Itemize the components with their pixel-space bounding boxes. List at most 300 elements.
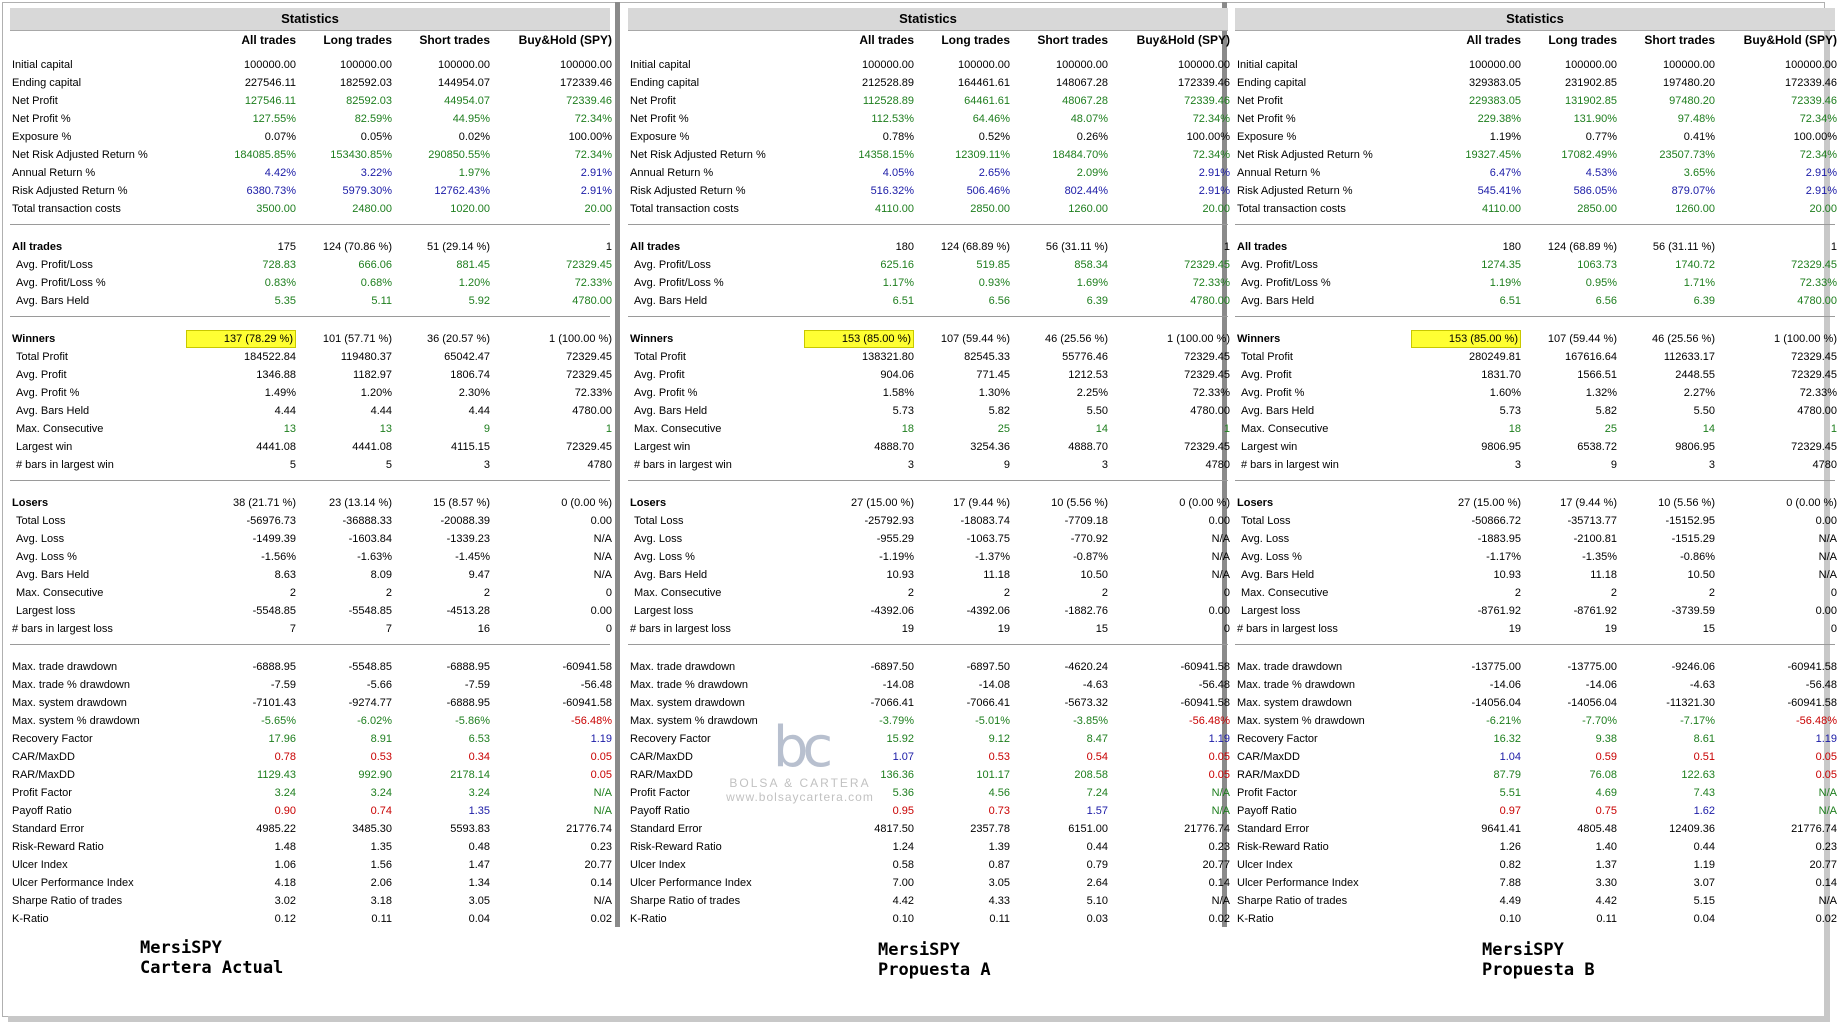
stat-row-max-system-dd (628, 694, 1228, 712)
stat-label: Ulcer Performance Index (12, 877, 134, 889)
stat-value: 20.00 (1202, 203, 1230, 215)
stat-value: 0.11 (1596, 913, 1617, 925)
stat-value: -56.48% (1796, 715, 1837, 727)
stat-row-avg-profit (628, 366, 1228, 384)
column-header: All trades (241, 33, 296, 47)
stat-value: 0.48 (468, 841, 490, 853)
stat-value: 23 (13.14 %) (329, 497, 392, 509)
stat-row-l-avg-bars-held (1235, 566, 1835, 584)
stat-row-w-max-consecutive (628, 420, 1228, 438)
column-header: All trades (1466, 33, 1521, 47)
stat-value: 9641.41 (1481, 823, 1521, 835)
stat-row-w-max-consecutive (1235, 420, 1835, 438)
stat-label: Avg. Bars Held (16, 569, 90, 581)
stat-label: Profit Factor (1237, 787, 1297, 799)
stat-row-recovery-factor (10, 730, 610, 748)
stat-value: 2.65% (978, 167, 1010, 179)
stat-value: 100000.00 (1565, 59, 1617, 71)
stat-value: 21776.74 (1791, 823, 1837, 835)
stat-value: 0.34 (468, 751, 490, 763)
stat-value: 6.53 (468, 733, 490, 745)
stat-value: 1 (1223, 241, 1230, 253)
stat-value: -770.92 (1070, 533, 1108, 545)
stat-value: 1.19 (1815, 733, 1837, 745)
stat-value: -3739.59 (1671, 605, 1715, 617)
stat-value: 172339.46 (1785, 77, 1837, 89)
stat-value: 19327.45% (1465, 149, 1521, 161)
stat-value: 10.50 (1687, 569, 1715, 581)
stat-label: Payoff Ratio (12, 805, 72, 817)
stat-value: -6888.95 (446, 697, 490, 709)
stat-value: 72339.46 (566, 95, 612, 107)
stat-value: 12762.43% (434, 185, 490, 197)
stat-label: Max. system % drawdown (12, 715, 140, 727)
stat-value: 17 (9.44 %) (953, 497, 1010, 509)
stat-value: 1.19 (590, 733, 612, 745)
stat-value: 72329.45 (1791, 369, 1837, 381)
stat-value: 9.38 (1595, 733, 1617, 745)
stat-value: 4115.15 (451, 441, 490, 453)
stat-row-net-profit-pct (628, 110, 1228, 128)
section-separator (1235, 224, 1835, 225)
stat-row-payoff-ratio (10, 802, 610, 820)
stat-value: 5.15 (1693, 895, 1715, 907)
stat-value: 0.78% (882, 131, 914, 143)
stat-value: 3485.30 (352, 823, 392, 835)
stat-value: N/A (593, 551, 612, 563)
stat-label: Sharpe Ratio of trades (12, 895, 123, 907)
stat-value: 2.91% (1805, 167, 1837, 179)
stat-row-annual-return (628, 164, 1228, 182)
stat-label: Max. Consecutive (634, 423, 722, 435)
stat-row-avg-profit (1235, 366, 1835, 384)
stat-value: 4.44 (468, 405, 490, 417)
stat-label: Largest loss (1241, 605, 1301, 617)
stat-value: -56.48% (1189, 715, 1230, 727)
stat-label: Initial capital (1237, 59, 1298, 71)
stat-row-k-ratio (628, 910, 1228, 928)
stat-value: 1 (605, 423, 612, 435)
column-header: Buy&Hold (SPY) (1743, 33, 1837, 47)
stat-value: 12409.36 (1669, 823, 1715, 835)
stat-value: 112528.89 (862, 95, 914, 107)
stat-value: 19 (901, 623, 914, 635)
stat-value: 17082.49% (1561, 149, 1617, 161)
stat-label: Winners (1237, 333, 1281, 345)
stat-value: 15 (8.57 %) (433, 497, 490, 509)
stat-value: 6.56 (988, 295, 1010, 307)
stat-label: Sharpe Ratio of trades (630, 895, 741, 907)
stat-value: 1.06 (274, 859, 296, 871)
stat-label: Total Loss (16, 515, 66, 527)
stat-value: 100.00% (1186, 131, 1230, 143)
stat-value: 4888.70 (1068, 441, 1108, 453)
stat-value: -60941.58 (1180, 697, 1230, 709)
stat-value: 0.02 (1208, 913, 1230, 925)
stat-value: -1499.39 (252, 533, 296, 545)
stat-value: 1.58% (882, 387, 914, 399)
stat-value: 153430.85% (330, 149, 392, 161)
stat-row-risk-reward (10, 838, 610, 856)
stat-value: 1 (605, 241, 612, 253)
stat-value: 0 (605, 623, 612, 635)
stat-value: -14.08 (882, 679, 914, 691)
stat-label: Avg. Profit % (16, 387, 80, 399)
stat-value: 175 (277, 241, 296, 253)
stat-value: N/A (1818, 569, 1837, 581)
stat-value: 2 (1003, 587, 1010, 599)
section-separator (10, 644, 610, 645)
stat-value: 82.59% (354, 113, 392, 125)
stat-value: 227546.11 (244, 77, 296, 89)
stat-value: 7.88 (1499, 877, 1521, 889)
stat-row-car-maxdd (628, 748, 1228, 766)
stat-value: 2.91% (1198, 167, 1230, 179)
stat-value: 72339.46 (1791, 95, 1837, 107)
stat-row-max-trade-dd (1235, 658, 1835, 676)
stat-value: 10.93 (886, 569, 914, 581)
stat-value: -6.02% (357, 715, 392, 727)
stat-value: 14358.15% (858, 149, 914, 161)
stat-value: 2.09% (1076, 167, 1108, 179)
stat-value: 1.04 (1499, 751, 1521, 763)
stat-value: 0.83% (264, 277, 296, 289)
stat-row-payoff-ratio (1235, 802, 1835, 820)
stat-value: 2 (1514, 587, 1521, 599)
stat-row-winners (10, 330, 610, 348)
statistics-title: Statistics (628, 8, 1228, 31)
stat-value: -4.63 (1082, 679, 1108, 691)
stat-label: Avg. Bars Held (634, 405, 708, 417)
stat-value: 100000.00 (862, 59, 914, 71)
stat-value: -3.79% (879, 715, 914, 727)
stat-value: 72.34% (1799, 149, 1837, 161)
stat-value: 4.69 (1595, 787, 1617, 799)
stat-value: 0.95 (892, 805, 914, 817)
stat-value: 107 (59.44 %) (1547, 333, 1617, 345)
stat-value: 3 (1708, 459, 1715, 471)
stat-row-total-loss (10, 512, 610, 530)
stat-value: 72.34% (574, 149, 612, 161)
stat-value: 0.10 (892, 913, 914, 925)
stat-row-avg-loss-pct (628, 548, 1228, 566)
stat-value: 0.07% (264, 131, 296, 143)
stat-value: 2.27% (1683, 387, 1715, 399)
stat-row-risk-adj-return (10, 182, 610, 200)
stat-label: # bars in largest loss (1237, 623, 1338, 635)
stat-label: Max. system % drawdown (630, 715, 758, 727)
stat-row-avg-loss-pct (1235, 548, 1835, 566)
stat-value: 2178.14 (450, 769, 490, 781)
stat-label: Net Profit (1237, 95, 1283, 107)
stat-value: 180 (1502, 241, 1521, 253)
stat-value: 0 (1223, 587, 1230, 599)
stat-value: 4780 (1205, 459, 1230, 471)
stat-value: 0.44 (1693, 841, 1715, 853)
stat-value: 2.91% (580, 167, 612, 179)
stat-value: 9 (1610, 459, 1617, 471)
stat-value: -0.86% (1680, 551, 1715, 563)
stat-value: 46 (25.56 %) (1652, 333, 1715, 345)
stat-value: 7 (385, 623, 392, 635)
stat-label: Risk Adjusted Return % (1237, 185, 1353, 197)
panel-divider (615, 2, 620, 927)
stat-value: -0.87% (1073, 551, 1108, 563)
stat-label: Avg. Bars Held (16, 295, 90, 307)
stat-value: 1.56 (370, 859, 392, 871)
stat-label: Max. system drawdown (12, 697, 127, 709)
stat-value: 51 (29.14 %) (427, 241, 490, 253)
stat-label: Risk-Reward Ratio (630, 841, 722, 853)
stat-value: 3 (483, 459, 490, 471)
stat-value: 0.95% (1585, 277, 1617, 289)
stat-value: 0 (0.00 %) (561, 497, 612, 509)
stat-value: -60941.58 (562, 661, 612, 673)
stat-value: 208.58 (1074, 769, 1108, 781)
stat-row-ulcer-perf-index (1235, 874, 1835, 892)
stat-value: 3.22% (360, 167, 392, 179)
stat-value: 586.05% (1573, 185, 1617, 197)
stat-row-avg-profit-loss-pct (628, 274, 1228, 292)
stat-row-total-tx-costs (10, 200, 610, 218)
stat-value: 15 (1095, 623, 1108, 635)
stat-value: 1.62 (1693, 805, 1715, 817)
stat-value: -1.19% (879, 551, 914, 563)
stat-value: 72.33% (1192, 277, 1230, 289)
stat-label: Avg. Loss (16, 533, 65, 545)
stat-value: 9 (1003, 459, 1010, 471)
stat-value: 127.55% (252, 113, 296, 125)
stat-value: 15.92 (886, 733, 914, 745)
stat-value: 2357.78 (970, 823, 1010, 835)
stat-value: 20.77 (584, 859, 612, 871)
stat-value: -14056.04 (1567, 697, 1617, 709)
stat-label: Risk-Reward Ratio (1237, 841, 1329, 853)
stat-label: # bars in largest win (634, 459, 732, 471)
stat-value: -18083.74 (960, 515, 1010, 527)
stat-value: 0.77% (1585, 131, 1617, 143)
stat-value: 5593.83 (450, 823, 490, 835)
stat-value: 148067.28 (1056, 77, 1108, 89)
stat-value: 5.10 (1086, 895, 1108, 907)
stat-value: 5.82 (988, 405, 1010, 417)
stat-value: N/A (1211, 569, 1230, 581)
stat-label: Net Risk Adjusted Return % (12, 149, 148, 161)
stat-value: 19 (1508, 623, 1521, 635)
stat-value: 4805.48 (1577, 823, 1617, 835)
stat-value: -1.17% (1486, 551, 1521, 563)
stat-value: 0 (1830, 623, 1837, 635)
stat-row-total-loss (628, 512, 1228, 530)
stat-value: 0.10 (1499, 913, 1521, 925)
section-separator (10, 316, 610, 317)
column-header: Short trades (419, 33, 490, 47)
stat-value: 1.71% (1683, 277, 1715, 289)
stat-value: 64461.61 (964, 95, 1010, 107)
stat-label: Largest win (634, 441, 691, 453)
stat-value: 72.34% (1799, 113, 1837, 125)
stat-value: 1.19 (1693, 859, 1715, 871)
stat-value: 0.73 (988, 805, 1010, 817)
stat-value: -5548.85 (348, 605, 392, 617)
stat-value: 112.53% (871, 113, 914, 125)
stat-label: Total transaction costs (12, 203, 121, 215)
stat-row-losers (10, 494, 610, 512)
stat-value: -7.70% (1582, 715, 1617, 727)
stat-value: 0.05 (1208, 769, 1230, 781)
stat-label: Initial capital (630, 59, 691, 71)
stat-value: 3 (1101, 459, 1108, 471)
stat-label: Avg. Profit/Loss (634, 259, 711, 271)
stat-value: 72329.45 (1184, 441, 1230, 453)
stat-value: 5 (385, 459, 392, 471)
stat-value: -7709.18 (1064, 515, 1108, 527)
stat-label: Avg. Bars Held (16, 405, 90, 417)
stat-row-initial-capital (10, 56, 610, 74)
column-header: Short trades (1644, 33, 1715, 47)
stat-value: -25792.93 (864, 515, 914, 527)
stat-value: 9.12 (988, 733, 1010, 745)
stat-value: 82592.03 (346, 95, 392, 107)
stat-value: -36888.33 (342, 515, 392, 527)
stat-value: 3 (907, 459, 914, 471)
frame-shadow-bottom (8, 1016, 1830, 1022)
stat-value: -5.01% (975, 715, 1010, 727)
stat-value: -60941.58 (562, 697, 612, 709)
stat-row-max-system-dd (10, 694, 610, 712)
stat-row-bars-largest-win (1235, 456, 1835, 474)
stat-value: 21776.74 (1184, 823, 1230, 835)
stat-label: Net Profit % (12, 113, 71, 125)
stat-value: 1.34 (468, 877, 490, 889)
stat-value: 100000.00 (1178, 59, 1230, 71)
stat-value: 1.24 (892, 841, 914, 853)
stat-row-winners (628, 330, 1228, 348)
stat-value: 879.07% (1671, 185, 1715, 197)
stat-value: 728.83 (262, 259, 296, 271)
stat-value: 3254.36 (970, 441, 1010, 453)
stat-value: 3.18 (370, 895, 392, 907)
stat-value: 21776.74 (566, 823, 612, 835)
stat-row-avg-loss (628, 530, 1228, 548)
stat-row-profit-factor (628, 784, 1228, 802)
stat-value: 0.11 (989, 913, 1010, 925)
stat-value: 1566.51 (1577, 369, 1617, 381)
stat-value: 0.78 (274, 751, 296, 763)
stat-label: Initial capital (12, 59, 73, 71)
stat-label: Avg. Bars Held (1241, 295, 1315, 307)
stat-label: Net Profit % (630, 113, 689, 125)
stat-value: 0.12 (274, 913, 296, 925)
stat-value: 0.04 (1693, 913, 1715, 925)
stat-value: 212528.89 (862, 77, 914, 89)
stat-row-avg-loss-pct (10, 548, 610, 566)
stat-row-l-avg-bars-held (628, 566, 1228, 584)
stat-label: Total transaction costs (1237, 203, 1346, 215)
stat-label: Avg. Profit/Loss % (634, 277, 724, 289)
stat-value: -2100.81 (1573, 533, 1617, 545)
stat-value: 0.51 (1693, 751, 1715, 763)
section-separator (628, 644, 1228, 645)
stat-value: 23507.73% (1659, 149, 1715, 161)
stat-label: Risk-Reward Ratio (12, 841, 104, 853)
column-header: Short trades (1037, 33, 1108, 47)
stat-value: 27 (15.00 %) (1458, 497, 1521, 509)
stat-value: -9274.77 (348, 697, 392, 709)
stat-row-rar-maxdd (1235, 766, 1835, 784)
stat-value: 4780.00 (572, 405, 612, 417)
stat-value: -14056.04 (1471, 697, 1521, 709)
stat-value: 0.68% (360, 277, 392, 289)
stat-row-risk-adj-return (1235, 182, 1835, 200)
stat-value: 15 (1702, 623, 1715, 635)
stat-value: 10.50 (1080, 569, 1108, 581)
stat-value: 72.33% (1799, 387, 1837, 399)
stat-value: 0.93% (978, 277, 1010, 289)
stat-value: 1.35 (370, 841, 392, 853)
stat-value: 6.51 (1499, 295, 1521, 307)
stat-value: 0.00 (590, 605, 612, 617)
stat-value: 3.24 (370, 787, 392, 799)
stat-value: 17 (9.44 %) (1560, 497, 1617, 509)
stat-value: 19 (997, 623, 1010, 635)
stat-value: 87.79 (1493, 769, 1521, 781)
stat-value: -7.59 (464, 679, 490, 691)
stat-label: Max. Consecutive (634, 587, 722, 599)
stat-value: -56976.73 (246, 515, 296, 527)
stat-label: K-Ratio (12, 913, 49, 925)
stat-value: 14 (1095, 423, 1108, 435)
stat-value: 55776.46 (1062, 351, 1108, 363)
stat-value: 1 (100.00 %) (1774, 333, 1837, 345)
stat-value: 0 (0.00 %) (1179, 497, 1230, 509)
stat-value: N/A (593, 787, 612, 799)
stat-value: 46 (25.56 %) (1045, 333, 1108, 345)
stat-value: 1.69% (1076, 277, 1108, 289)
stat-row-profit-factor (1235, 784, 1835, 802)
stat-label: Ulcer Index (12, 859, 68, 871)
stat-row-max-system-dd-pct (1235, 712, 1835, 730)
stat-value: 8.47 (1086, 733, 1108, 745)
column-header: Long trades (323, 33, 392, 47)
stat-value: 137 (78.29 %) (186, 330, 296, 348)
stat-label: Max. system drawdown (1237, 697, 1352, 709)
stat-value: 0.54 (1086, 751, 1108, 763)
panel-caption (140, 938, 283, 978)
stat-value: 3.05 (988, 877, 1010, 889)
stat-value: -13775.00 (1567, 661, 1617, 673)
stat-value: 2.06 (370, 877, 392, 889)
stat-value: -14.08 (978, 679, 1010, 691)
stat-value: 1.37 (1595, 859, 1617, 871)
stat-value: 5.36 (892, 787, 914, 799)
stat-value: 0.02 (1815, 913, 1837, 925)
stat-label: Risk Adjusted Return % (12, 185, 128, 197)
stat-value: 1.39 (988, 841, 1010, 853)
stat-value: -1883.95 (1477, 533, 1521, 545)
stat-value: 1.19 (1208, 733, 1230, 745)
stat-value: 1020.00 (450, 203, 490, 215)
stat-value: 7 (289, 623, 296, 635)
stat-value: 5 (289, 459, 296, 471)
stat-value: N/A (1818, 533, 1837, 545)
column-header: Buy&Hold (SPY) (518, 33, 612, 47)
stat-value: 97.48% (1677, 113, 1715, 125)
stat-value: 25 (997, 423, 1010, 435)
stat-value: 1 (100.00 %) (1167, 333, 1230, 345)
stat-value: 0.53 (370, 751, 392, 763)
stat-value: 101.17 (976, 769, 1010, 781)
